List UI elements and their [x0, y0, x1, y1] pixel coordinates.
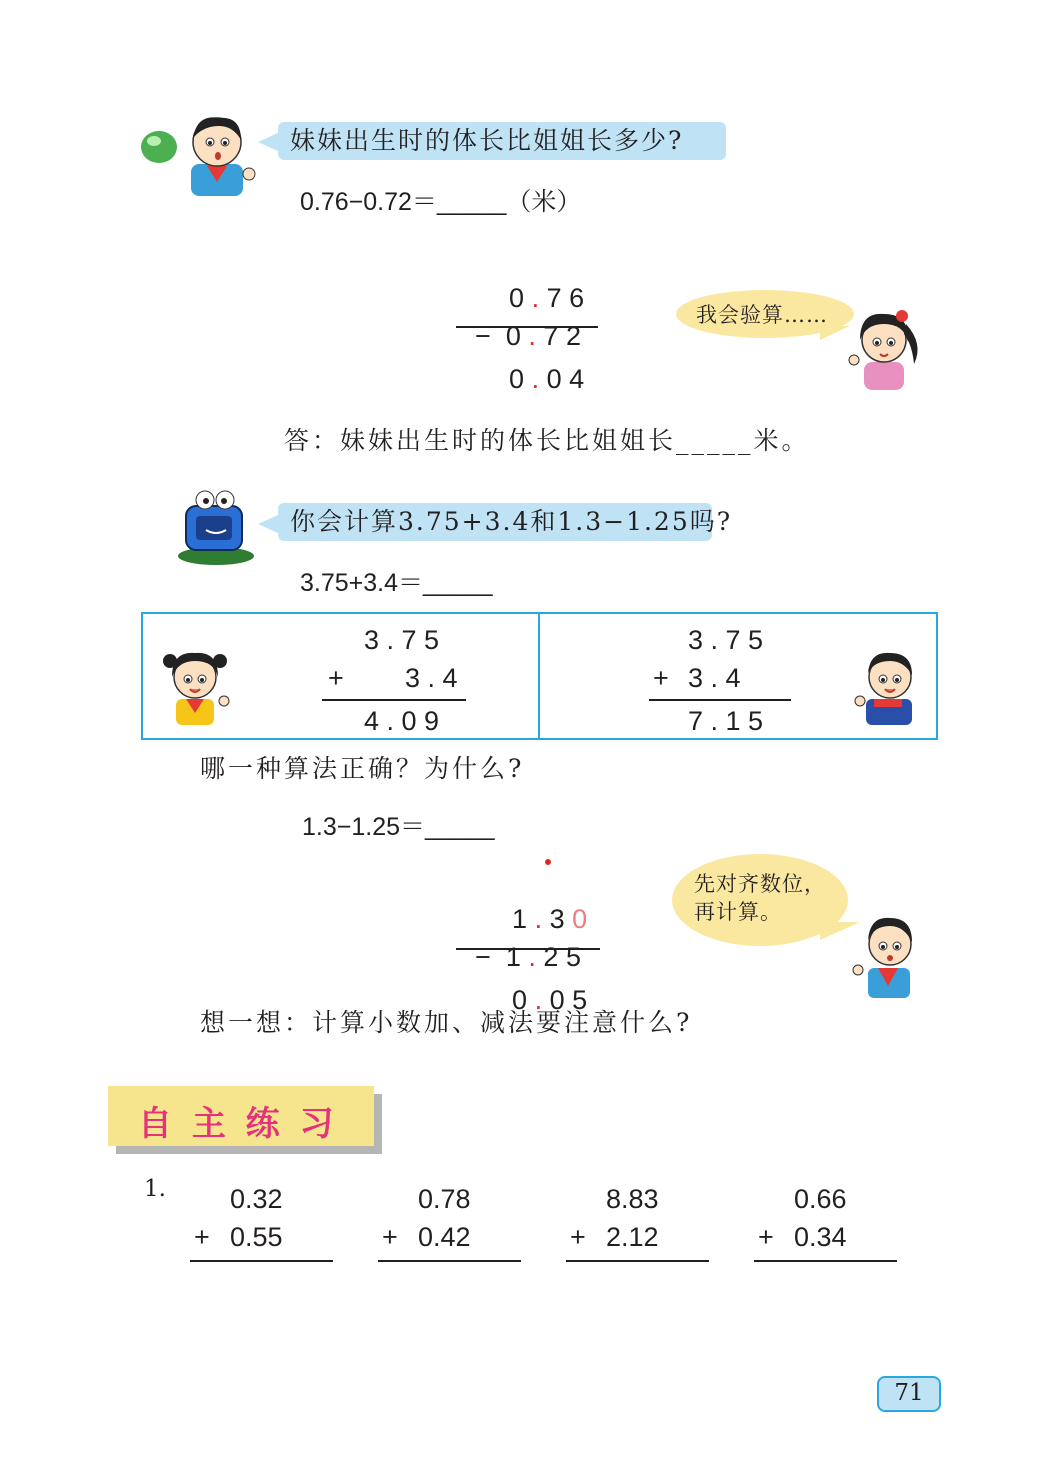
problem-4-op: + [758, 1222, 774, 1252]
calc1-underline [456, 326, 598, 328]
problem-4-underline [754, 1260, 897, 1262]
box-divider [538, 614, 540, 738]
think-question: 想一想：计算小数加、减法要注意什么? [200, 1008, 693, 1037]
boy-bubble-line1: 先对齐数位， [694, 872, 826, 896]
girl-bubble-text: 我会验算…… [696, 303, 828, 327]
problem-3-bottom: 2.12 [606, 1222, 659, 1252]
problem-2-top: 0.78 [418, 1184, 471, 1214]
problem-1-bottom: 0.55 [230, 1222, 283, 1252]
which-question: 哪一种算法正确？为什么? [200, 754, 525, 783]
problem-4 [754, 1184, 897, 1264]
boy-bubble-line2: 再计算。 [694, 900, 782, 924]
problem-1-underline [190, 1260, 333, 1262]
right-underline [649, 699, 791, 701]
problem-2-bottom: 0.42 [418, 1222, 471, 1252]
problem-2 [378, 1184, 521, 1264]
calc1-bottom: − 0 . 7 2 [475, 321, 581, 351]
girl-character-icon [846, 304, 926, 390]
problem-4-bottom: 0.34 [794, 1222, 847, 1252]
practice-title-banner [108, 1086, 374, 1146]
calc1-top: 0 . 7 6 [509, 283, 585, 313]
question-bubble-2: 你会计算3.75+3.4和1.3−1.25吗? [278, 503, 712, 541]
calc2-underline [456, 948, 600, 950]
computer-mascot-icon [172, 486, 262, 566]
equation-1: 0.76−0.72＝_____（米） [300, 188, 582, 216]
exercise-number: 1. [144, 1176, 166, 1202]
left-bottom: 3 . 4 [405, 663, 458, 693]
problem-1-top: 0.32 [230, 1184, 283, 1214]
page-number-badge [877, 1376, 941, 1412]
left-underline [322, 699, 466, 701]
problem-3-underline [566, 1260, 709, 1262]
problem-3-top: 8.83 [606, 1184, 659, 1214]
equation-2: 3.75+3.4＝_____ [300, 569, 493, 597]
right-bottom: 3 . 4 [688, 663, 741, 693]
practice-title: 自 主 练 习 [138, 1104, 338, 1144]
calc1-result: 0 . 0 4 [509, 364, 585, 394]
problem-2-op: + [382, 1222, 398, 1252]
red-dot-marker [545, 859, 551, 865]
bubble-tail [258, 132, 280, 152]
boy-character-icon [183, 112, 263, 196]
right-top: 3 . 7 5 [688, 625, 764, 655]
girl2-character-icon [160, 643, 232, 725]
equation-3: 1.3−1.25＝_____ [302, 813, 495, 841]
right-result: 7 . 1 5 [688, 706, 764, 736]
page-number: 71 [894, 1380, 924, 1406]
green-ball-icon [140, 130, 178, 164]
problem-4-top: 0.66 [794, 1184, 847, 1214]
left-result: 4 . 0 9 [364, 706, 440, 736]
bubble-tail-2 [258, 514, 280, 534]
answer-line: 答：妹妹出生时的体长比姐姐长_____米。 [284, 426, 810, 455]
problem-1-op: + [194, 1222, 210, 1252]
problem-1 [190, 1184, 333, 1264]
problem-2-underline [378, 1260, 521, 1262]
problem-3-op: + [570, 1222, 586, 1252]
question-bubble-1: 妹妹出生时的体长比姐姐长多少? [278, 122, 726, 160]
calc2-result: 0 . 0 5 [512, 985, 588, 1015]
calc2-bottom: − 1 . 2 5 [475, 942, 581, 972]
left-op: + [328, 663, 344, 693]
boy3-character-icon [850, 908, 920, 998]
boy2-character-icon [852, 643, 924, 727]
right-op: + [653, 663, 669, 693]
left-top: 3 . 7 5 [364, 625, 440, 655]
problem-3 [566, 1184, 709, 1264]
comparison-box [141, 612, 938, 740]
calc2-top: 1 . 3 0 [512, 904, 588, 934]
